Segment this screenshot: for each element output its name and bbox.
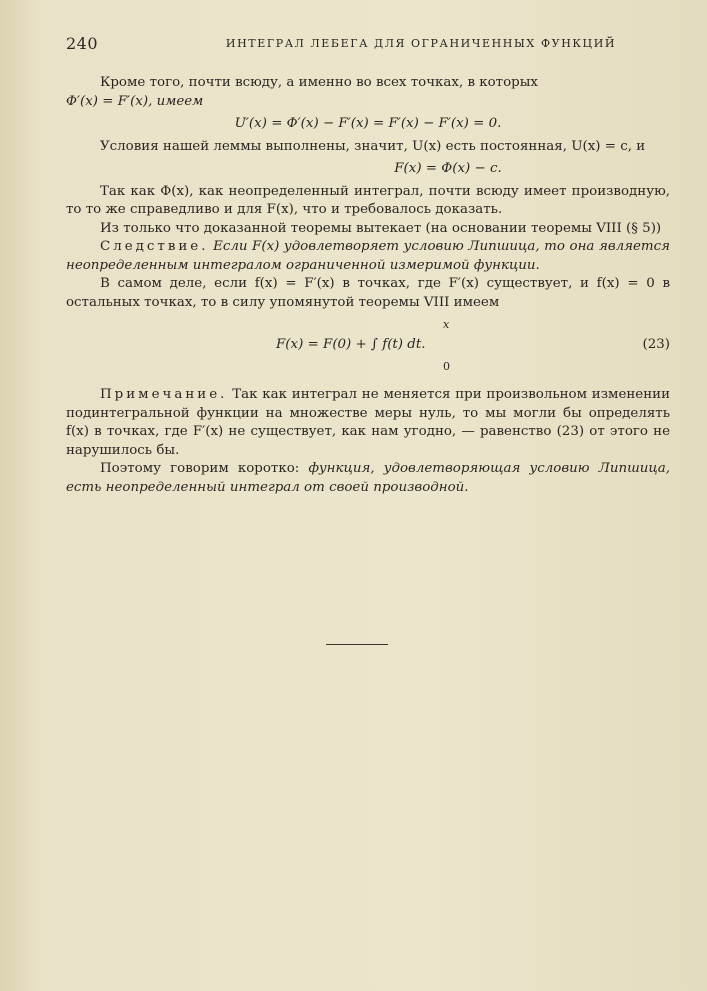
paragraph-6-italic: функция, удовлетворяющая условию Липшица, есть неопределенный интеграл от своей производной. <box>66 461 670 495</box>
integral-lower-limit: 0 <box>443 360 450 373</box>
corollary-text: Если F(x) удовлетворяет условию Липшица, то она является неопределенным интегралом ограниченной измеримой функции. <box>66 239 670 273</box>
paragraph-1 <box>66 74 670 93</box>
paragraph-6-lead: Поэтому говорим коротко: <box>100 461 300 476</box>
paragraph-3: Так как Φ(x), как неопределенный интеграл, почти всюду имеет производную, то то же справедливо и для F(x), что и требовалось доказать. <box>66 183 670 217</box>
running-head: ИНТЕГРАЛ ЛЕБЕГА ДЛЯ ОГРАНИЧЕННЫХ ФУНКЦИЙ <box>225 37 617 50</box>
page-body <box>66 74 670 497</box>
integral-upper-limit: x <box>443 318 450 331</box>
paragraph-6 <box>66 460 670 497</box>
formula-23: F(x) = F(0) + ∫ f(t) dt. <box>276 337 426 352</box>
formula-derivative-zero: U′(x) = Φ′(x) − F′(x) = F′(x) − F′(x) = 0. <box>234 116 502 131</box>
paragraph-1-cont <box>66 93 670 112</box>
page-header <box>66 34 666 54</box>
remark-text: Так как интеграл не меняется при произвольном изменении подинтегральной функции на множестве меры нуль, то мы могли бы определять f(x) в точках, где F′(x) не существует, как нам угодно, — равенство (23) от этого не нарушилось бы. <box>66 387 670 458</box>
corollary <box>66 238 670 275</box>
paragraph-4: Из только что доказанной теоремы вытекает (на основании теоремы VIII (§ 5)) <box>100 220 662 236</box>
formula-f-equals-phi-minus-c: F(x) = Φ(x) − c. <box>394 161 502 176</box>
paragraph-2: Условия нашей леммы выполнены, значит, U(x) есть постоянная, U(x) = c, и <box>100 138 646 154</box>
end-rule <box>326 644 388 645</box>
remark <box>66 386 670 460</box>
remark-label: Примечание. <box>100 387 228 402</box>
paragraph-1-line-2: Φ′(x) = F′(x), имеем <box>66 93 204 109</box>
paragraph-5: В самом деле, если f(x) = F′(x) в точках, где F′(x) существует, и f(x) = 0 в остальных точках, то в силу упомянутой теоремы VIII имеем <box>66 276 670 310</box>
page-number: 240 <box>66 34 99 53</box>
formula-23-number: (23) <box>642 337 670 352</box>
paragraph-1-line-1: Кроме того, почти всюду, а именно во всех точках, в которых <box>100 75 538 90</box>
formula-23-block <box>66 316 670 376</box>
corollary-label: Следствие. <box>100 239 209 254</box>
